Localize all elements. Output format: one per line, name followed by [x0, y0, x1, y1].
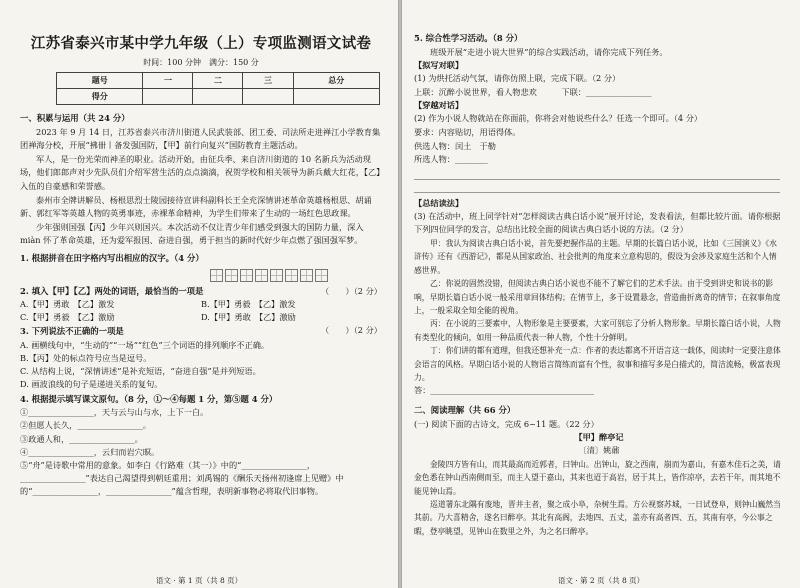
- page-2: [402, 0, 800, 588]
- q2-options-row2: [20, 311, 382, 324]
- score-table: [56, 72, 380, 105]
- poem-paragraph: 巡道署东北隅有废地，晋井主者，聚之成小阜，杂树生焉。方公视察苏城，一日试登阜，则钟山巍然当其前。乃大喜精舍，遂名曰醉亭。其北有高阁，去地四、五丈，盖亦有高者四、五，其南有亭，今公事之暇，登亭眺望，见钟山在数里之外，为之名曰醉亭。: [414, 500, 781, 536]
- page-footer: 语文 · 第 1 页（共 8 页）: [155, 576, 243, 585]
- task-heading: 【穿越对话】: [414, 100, 464, 111]
- exam-meta: 时间：100 分钟 满分：150 分: [143, 58, 259, 67]
- exam-title: 江苏省泰兴市某中学九年级（上）专项监测语文试卷: [30, 36, 372, 52]
- question-3-score: （ ）（2 分）: [320, 325, 382, 336]
- q4-item[interactable]: ④________________，云归而岩穴暝。: [20, 446, 160, 457]
- q3-option-d[interactable]: D. 画波浪线的句子是递进关系的复句。: [20, 379, 163, 390]
- task-heading: 【拟写对联】: [414, 60, 464, 71]
- question-1: 1. 根据拼音在田字格内写出相应的汉字。（4 分）: [20, 252, 204, 263]
- task-requirement: 要求：内容贴切，用语得体。: [414, 126, 521, 137]
- q3-option-b[interactable]: B.【丙】处的标点符号应当是逗号。: [20, 352, 152, 363]
- question-4: 4. 根据提示填写课文原句。（8 分，①～④每题 1 分，第⑤题 4 分）: [20, 393, 278, 404]
- speaker-ding: 丁：你们讲的都有道理，但我还想补充一点：作者的表达都离不开语言这一载体，阅读时一定要注意体会语言的风格。早期白话小说的人物语言简练而富有个性，叙事和描写多是白描式的，简洁流畅，极富表现力。: [414, 346, 781, 382]
- task-question: (3) 在活动中，班上同学针对“怎样阅读古典白话小说”展开讨论，发表看法，但都比较片面。请你根据下列四位同学的发言，总结出比较全面的阅读古典白话小说的方法。（2 分）: [414, 210, 781, 235]
- task-heading: 【总结读法】: [414, 197, 464, 208]
- answer-line[interactable]: [414, 167, 780, 180]
- score-cell[interactable]: [193, 89, 243, 105]
- speaker-bing: 丙：在小说的三要素中，人物形象是主要要素，大家可别忘了分析人物形象。早期长篇白话小说，人物有类型化的倾向，如用一种品质代表一种人物，个性十分鲜明。: [414, 319, 781, 342]
- score-cell[interactable]: [293, 89, 379, 105]
- paragraph: 2023 年 9 月 14 日，江苏省泰兴市济川街道人民武装部、团工委、司法所走进禅江小学教育集团禅海分校，开展“拂卌丨备发强国防，【甲】前行向复兴”国防教育主题活动。: [20, 126, 381, 151]
- q2-option-c[interactable]: C.【甲】勇毅 【乙】激励: [20, 312, 115, 323]
- score-row-label: 得分: [57, 89, 143, 105]
- q5-intro: 班级开展“走进小说大世界”的综合实践活动，请你完成下列任务。: [430, 46, 668, 57]
- page-footer: 语文 · 第 2 页（共 8 页）: [557, 576, 645, 585]
- score-header-cell: 题号: [57, 73, 143, 89]
- candidate-people: 供选人物：闰土 于勒: [414, 140, 496, 151]
- speaker-yi: 乙：你说的固然没错，但阅读古典白话小说也不能不了解它们的艺术手法。由于受到讲史和说书的影响，早期长篇白话小说一般采用章回体结构；在情节上，多于设置悬念，营造曲折离奇的情节；在叙事角度上，一般采取全知全能的视角。: [414, 279, 781, 315]
- q4-item[interactable]: ②但愿人长久，________________。: [20, 420, 152, 431]
- score-header-cell: 一: [143, 73, 193, 89]
- question-2: 2. 填入【甲】【乙】两处的词语，最恰当的一项是: [20, 285, 204, 296]
- q4-item[interactable]: ③政通人和，________________。: [20, 433, 143, 444]
- section-heading: 二、阅读理解（共 66 分）: [414, 405, 516, 415]
- q2-option-a[interactable]: A.【甲】勇敢 【乙】激发: [20, 299, 115, 310]
- score-cell[interactable]: [143, 89, 193, 105]
- paragraph: 泰州市全牌讲解员、杨根思烈士陵园接待宣讲科副科长王全充深情讲述革命英雄杨根思、胡诵新、郭红军等英雄人物的英勇事迹，赤裸革命精神，为学生们带来了生动的一场红色思政课。: [20, 194, 372, 219]
- question-2-row: [20, 285, 382, 299]
- q2-option-b[interactable]: B.【甲】勇毅 【乙】激发: [201, 299, 296, 310]
- question-2-score: （ ）（2 分）: [320, 285, 382, 296]
- q3-option-a[interactable]: A. 画横线句中，“生动的”“一场”“红色”三个词语的排列顺序不正确。: [20, 339, 270, 350]
- poem-paragraph: 金陵四方皆有山，而其最高而近郭者，曰钟山。出钟山，旋之西南，崩而为嘉山，有嘉木佳石之美，请金色悉在钟山西南侧而至，而主人望于嘉山，其来也迢于高岩，居于其上，皆作凉亭，去若干年，而其地不能见钟山焉。: [414, 459, 781, 496]
- page-1: [0, 0, 398, 588]
- poem-title: 【甲】醉亭记: [574, 432, 624, 443]
- answer-line[interactable]: [414, 180, 780, 193]
- section-heading: 一、积累与运用（共 24 分）: [20, 113, 130, 123]
- task-question: (2) 作为小说人物就站在你面前，你将会对他说些什么？任选一个即可。（4 分）: [414, 113, 703, 124]
- q4-item[interactable]: ⑤“舟”是诗歌中常用的意象。如李白《行路难（其一）》中的“________________，________________”表达自己渴望得到朝廷重用；刘禹锡的《酬乐天扬州初逢席上见赠》中的“________________，________________”蕴含哲理，表明新事物必将取代旧事物。: [20, 459, 344, 497]
- poem-author: 〔清〕姚鼐: [578, 445, 620, 456]
- couplet-line[interactable]: 上联：沉醉小说世界，看人物悲欢 下联：________________: [414, 86, 652, 97]
- chosen-person-field[interactable]: 所选人物：________: [414, 154, 488, 165]
- task-question: (1) 为烘托活动气氛，请你仿照上联，完成下联。（2 分）: [414, 73, 621, 84]
- paragraph: 少年强则国强【丙】少年兴则国兴。本次活动不仅让青少年们感受到强大的国防力量，深入 miàn 怀了革命英雄，还为爱军报国、奋进自强，勇于担当的新时代好少年点燃了强国强军梦。: [20, 221, 364, 246]
- score-header-cell: 总分: [293, 73, 379, 89]
- paragraph: 军人，是一份光荣而神圣的职业。活动开始，由征兵季、来自济川街道的 10 名新兵为活动现场，他们郎郎声对少先队员们介绍军营生活的点点滴滴，祝贺学校和相关领导为新兵戴大红花，【乙】入伍的自豪感和荣誉感。: [20, 153, 381, 191]
- q2-options-row1: [20, 298, 382, 311]
- answer-field[interactable]: 答：________________________________________: [414, 385, 595, 396]
- q4-item[interactable]: ①________________，天与云与山与水，上下一白。: [20, 407, 209, 418]
- question-3-row: [20, 324, 382, 339]
- subsection-heading: (一) 阅读下面的古诗文，完成 6~11 题。（22 分）: [414, 418, 599, 429]
- score-cell[interactable]: [243, 89, 293, 105]
- score-header-cell: 二: [193, 73, 243, 89]
- q3-option-c[interactable]: C. 从结构上说，“深情讲述”是补充短语，“奋进自强”是并列短语。: [20, 366, 261, 377]
- score-header-cell: 三: [243, 73, 293, 89]
- speaker-jia: 甲：我认为阅读古典白话小说，首先要把握作品的主题。早期的长篇白话小说，比如《三国演义》《水浒传》还有《西游记》，都是从国家政治、社会批判的角度来立意构思的，假设为会涉及家庭生活和个人情感世界。: [414, 238, 777, 275]
- question-5: 5. 综合性学习活动。（8 分）: [414, 33, 523, 43]
- question-3: 3. 下列说法不正确的一项是: [20, 326, 124, 337]
- tianzi-grid[interactable]: [210, 269, 382, 282]
- q2-option-d[interactable]: D.【甲】勇敢 【乙】激励: [201, 312, 296, 323]
